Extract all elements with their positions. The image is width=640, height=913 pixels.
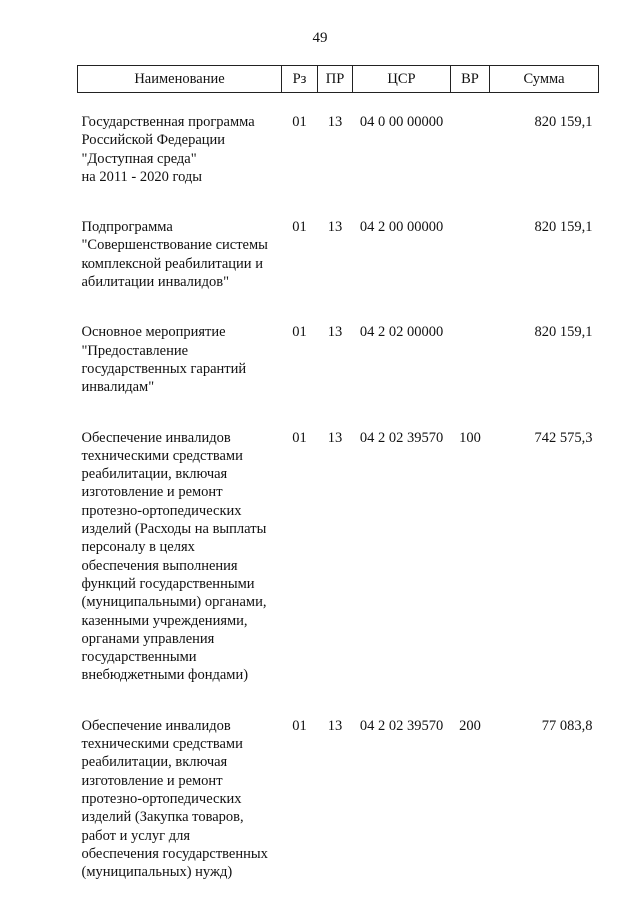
cell-csr: 04 2 02 39570 xyxy=(353,717,451,913)
cell-name: Обеспечение инвалидов техническими средствами реабилитации, включая изготовление и ремонт протезно-ортопедических изделий (Закупка товаров, работ и услуг для обеспечения государственных (муниципальных) нужд) xyxy=(78,717,282,913)
cell-vr: 200 xyxy=(451,717,490,913)
cell-name: Государственная программа Российской Федерации "Доступная среда" на 2011 - 2020 годы xyxy=(78,113,282,218)
header-rz: Рз xyxy=(282,66,318,93)
table-row xyxy=(78,218,599,323)
cell-sum: 820 159,1 xyxy=(490,323,599,428)
cell-rz: 01 xyxy=(282,218,318,323)
cell-vr: 100 xyxy=(451,429,490,717)
cell-sum: 820 159,1 xyxy=(490,218,599,323)
page-number: 49 xyxy=(0,30,640,47)
header-sum: Сумма xyxy=(490,66,599,93)
cell-sum: 820 159,1 xyxy=(490,113,599,218)
cell-pr: 13 xyxy=(318,113,353,218)
cell-vr xyxy=(451,323,490,428)
cell-sum: 742 575,3 xyxy=(490,429,599,717)
cell-vr xyxy=(451,218,490,323)
table-body xyxy=(78,93,599,913)
cell-rz: 01 xyxy=(282,323,318,428)
cell-name: Обеспечение инвалидов техническими средствами реабилитации, включая изготовление и ремонт протезно-ортопедических изделий (Расходы на выплаты персоналу в целях обеспечения выполнения функций государственными (муниципальными) органами, казенными учреждениями, органами управления государственными внебюджетными фондами) xyxy=(78,429,282,717)
cell-vr xyxy=(451,113,490,218)
table-header xyxy=(78,66,599,93)
cell-rz: 01 xyxy=(282,717,318,913)
cell-pr: 13 xyxy=(318,429,353,717)
header-name: Наименование xyxy=(78,66,282,93)
cell-pr: 13 xyxy=(318,323,353,428)
cell-rz: 01 xyxy=(282,113,318,218)
cell-pr: 13 xyxy=(318,218,353,323)
cell-sum: 77 083,8 xyxy=(490,717,599,913)
cell-name: Подпрограмма "Совершенствование системы комплексной реабилитации и абилитации инвалидов" xyxy=(78,218,282,323)
cell-pr: 13 xyxy=(318,717,353,913)
cell-rz: 01 xyxy=(282,429,318,717)
cell-csr: 04 2 02 39570 xyxy=(353,429,451,717)
table-row xyxy=(78,323,599,428)
header-pr: ПР xyxy=(318,66,353,93)
table-row xyxy=(78,429,599,717)
cell-csr: 04 0 00 00000 xyxy=(353,113,451,218)
table-row xyxy=(78,717,599,913)
cell-name: Основное мероприятие "Предоставление государственных гарантий инвалидам" xyxy=(78,323,282,428)
table-row xyxy=(78,113,599,218)
cell-csr: 04 2 02 00000 xyxy=(353,323,451,428)
header-gap xyxy=(78,93,599,114)
header-vr: ВР xyxy=(451,66,490,93)
header-csr: ЦСР xyxy=(353,66,451,93)
budget-table xyxy=(77,65,599,913)
cell-csr: 04 2 00 00000 xyxy=(353,218,451,323)
